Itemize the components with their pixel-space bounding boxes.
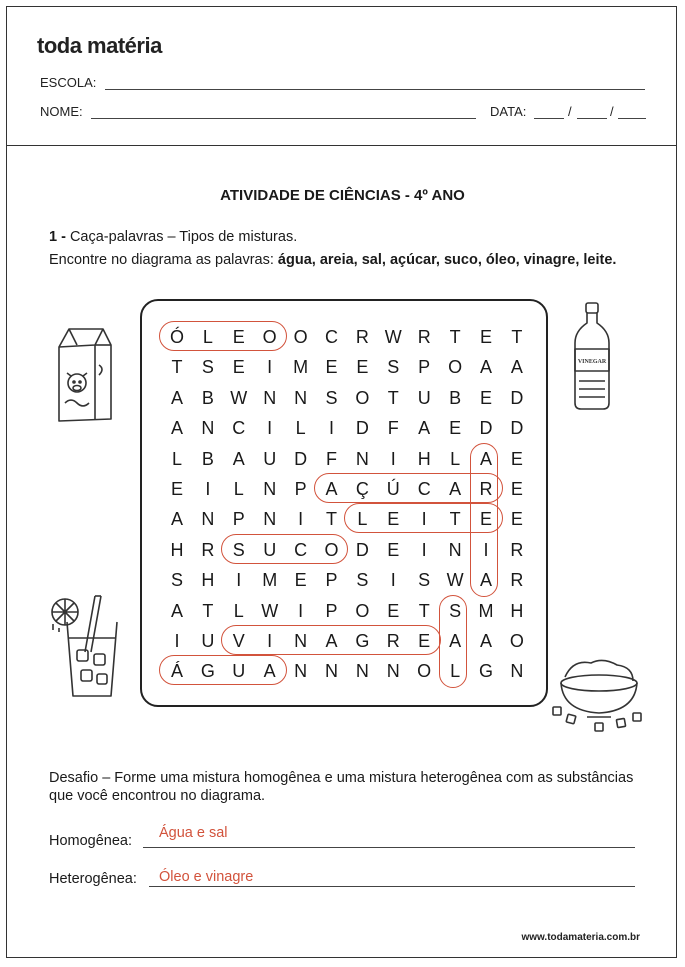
grid-letter[interactable]: E: [232, 327, 245, 347]
grid-letter[interactable]: A: [325, 479, 338, 499]
grid-letter[interactable]: N: [201, 509, 215, 530]
name-line[interactable]: [91, 118, 476, 119]
grid-letter[interactable]: L: [357, 509, 368, 530]
grid-letter[interactable]: T: [171, 357, 183, 378]
question-text: Caça-palavras – Tipos de misturas.: [69, 229, 298, 245]
grid-letter[interactable]: E: [479, 509, 492, 530]
logo: toda matéria: [37, 33, 162, 58]
grid-letter[interactable]: C: [294, 539, 308, 560]
word-highlight-água: [159, 655, 287, 685]
date-month-line[interactable]: [577, 118, 607, 119]
grid-letter[interactable]: D: [510, 418, 524, 439]
date-label: DATA:: [490, 104, 527, 119]
grid-letter[interactable]: I: [483, 539, 489, 560]
grid-letter[interactable]: I: [421, 509, 427, 530]
grid-letter[interactable]: L: [450, 448, 461, 469]
grid-letter[interactable]: T: [511, 327, 523, 347]
grid-letter[interactable]: R: [417, 327, 431, 347]
grid-letter[interactable]: A: [170, 509, 183, 530]
grid-letter[interactable]: H: [510, 600, 524, 621]
grid-letter[interactable]: O: [355, 387, 370, 408]
challenge-text: Desafio – Forme uma mistura homogênea e uma mistura heterogênea com as substâncias que você encontrou no diagrama.: [49, 770, 634, 804]
grid-letter[interactable]: D: [355, 418, 369, 439]
grid-letter[interactable]: N: [355, 448, 369, 469]
grid-letter[interactable]: S: [170, 570, 183, 591]
header-divider: [7, 145, 676, 146]
grid-letter[interactable]: E: [387, 539, 400, 560]
instruction-text: Encontre no diagrama as palavras:: [49, 252, 274, 268]
grid-letter[interactable]: A: [232, 448, 245, 469]
grid-letter[interactable]: O: [324, 539, 339, 560]
sugar-bowl-icon: [547, 655, 647, 735]
grid-letter[interactable]: L: [233, 600, 244, 621]
grid-letter[interactable]: O: [509, 631, 524, 651]
grid-letter[interactable]: E: [387, 600, 400, 621]
grid-letter[interactable]: O: [448, 357, 463, 378]
grid-letter[interactable]: R: [510, 539, 524, 560]
grid-letter[interactable]: I: [267, 418, 273, 439]
grid-letter[interactable]: E: [325, 357, 338, 378]
grid-letter[interactable]: S: [418, 570, 431, 591]
grid-letter[interactable]: S: [201, 357, 214, 378]
grid-letter[interactable]: A: [325, 631, 338, 651]
grid-letter[interactable]: I: [298, 600, 304, 621]
grid-letter[interactable]: P: [418, 357, 431, 378]
grid-letter[interactable]: R: [355, 327, 369, 347]
grid-letter[interactable]: A: [418, 418, 431, 439]
homogeneous-line[interactable]: [143, 847, 635, 848]
footer-site: www.todamateria.com.br: [521, 932, 640, 943]
heterogeneous-answer[interactable]: Óleo e vinagre: [159, 869, 254, 885]
vinegar-label: VINEGAR: [577, 359, 607, 365]
homogeneous-label: Homogênea:: [49, 833, 133, 849]
grid-letter[interactable]: A: [170, 387, 183, 408]
grid-letter[interactable]: G: [355, 631, 370, 651]
grid-letter[interactable]: H: [170, 539, 184, 560]
grid-letter[interactable]: F: [387, 418, 399, 439]
grid-letter[interactable]: E: [232, 357, 245, 378]
grid-letter[interactable]: C: [417, 479, 431, 499]
grid-letter[interactable]: W: [446, 570, 464, 591]
grid-letter[interactable]: N: [294, 387, 308, 408]
grid-letter[interactable]: T: [202, 600, 214, 621]
page-title: ATIVIDADE DE CIÊNCIAS - 4º ANO: [220, 187, 465, 204]
name-label: NOME:: [40, 104, 83, 119]
grid-letter[interactable]: C: [325, 327, 338, 347]
grid-letter[interactable]: W: [230, 387, 248, 408]
grid-letter[interactable]: I: [421, 539, 427, 560]
question-number: 1 -: [49, 229, 66, 245]
grid-letter[interactable]: A: [479, 570, 492, 591]
grid-letter[interactable]: F: [326, 448, 337, 469]
grid-letter[interactable]: T: [418, 600, 430, 621]
grid-letter[interactable]: Ú: [386, 479, 400, 499]
grid-letter[interactable]: T: [449, 509, 461, 530]
grid-letter[interactable]: P: [294, 479, 307, 499]
grid-letter[interactable]: S: [232, 539, 245, 560]
grid-letter[interactable]: M: [262, 570, 278, 591]
grid-letter[interactable]: S: [449, 600, 462, 621]
grid-letter[interactable]: L: [202, 327, 213, 347]
grid-letter[interactable]: D: [355, 539, 369, 560]
grid-letter[interactable]: N: [263, 479, 277, 499]
grid-letter[interactable]: N: [355, 661, 369, 682]
word-highlight-areia: [470, 443, 498, 597]
grid-letter[interactable]: I: [174, 631, 180, 651]
grid-letter[interactable]: R: [201, 539, 215, 560]
date-year-line[interactable]: [618, 118, 646, 119]
worksheet: [6, 6, 677, 958]
grid-letter[interactable]: R: [479, 479, 493, 499]
grid-letter[interactable]: A: [263, 661, 276, 682]
grid-letter[interactable]: H: [417, 448, 431, 469]
word-highlight-vinagre: [221, 625, 441, 655]
word-highlight-suco: [221, 534, 349, 564]
juice-glass-icon: [45, 592, 125, 702]
grid-letter[interactable]: P: [232, 509, 245, 530]
grid-letter[interactable]: L: [450, 661, 461, 682]
grid-letter[interactable]: E: [294, 570, 307, 591]
grid-letter[interactable]: A: [479, 631, 492, 651]
heterogeneous-line[interactable]: [149, 886, 635, 887]
grid-letter[interactable]: T: [387, 387, 399, 408]
grid-letter[interactable]: Á: [170, 661, 183, 682]
grid-letter[interactable]: B: [449, 387, 462, 408]
grid-letter[interactable]: M: [478, 600, 494, 621]
grid-letter[interactable]: I: [205, 479, 211, 499]
grid-letter[interactable]: N: [294, 661, 308, 682]
grid-letter[interactable]: A: [479, 448, 492, 469]
grid-letter[interactable]: V: [232, 631, 245, 651]
grid-letter[interactable]: S: [387, 357, 400, 378]
grid-letter[interactable]: W: [261, 600, 279, 621]
school-line[interactable]: [105, 89, 645, 90]
grid-letter[interactable]: E: [449, 418, 462, 439]
grid-letter[interactable]: I: [390, 448, 396, 469]
grid-letter[interactable]: U: [201, 631, 215, 651]
grid-letter[interactable]: T: [449, 327, 461, 347]
grid-letter[interactable]: A: [170, 418, 183, 439]
grid-letter[interactable]: N: [263, 387, 277, 408]
date-separator: /: [568, 104, 572, 119]
grid-letter[interactable]: E: [418, 631, 431, 651]
grid-letter[interactable]: S: [356, 570, 369, 591]
grid-letter[interactable]: A: [479, 357, 492, 378]
grid-letter[interactable]: U: [417, 387, 431, 408]
grid-letter[interactable]: W: [384, 327, 402, 347]
grid-letter[interactable]: R: [510, 570, 524, 591]
homogeneous-answer[interactable]: Água e sal: [159, 825, 228, 841]
grid-letter[interactable]: A: [170, 600, 183, 621]
grid-letter[interactable]: H: [201, 570, 215, 591]
grid-letter[interactable]: I: [328, 418, 334, 439]
grid-letter[interactable]: L: [295, 418, 306, 439]
grid-letter[interactable]: R: [386, 631, 400, 651]
grid-letter[interactable]: B: [201, 387, 214, 408]
question-heading: [49, 229, 297, 245]
grid-letter[interactable]: O: [293, 327, 308, 347]
grid-letter[interactable]: I: [267, 631, 273, 651]
grid-letter[interactable]: A: [449, 479, 462, 499]
word-highlight-sal: [439, 595, 467, 688]
date-separator: /: [610, 104, 614, 119]
grid-letter[interactable]: P: [325, 600, 338, 621]
grid-letter[interactable]: G: [200, 661, 215, 682]
grid-letter[interactable]: E: [479, 387, 492, 408]
school-label: ESCOLA:: [40, 75, 97, 90]
grid-letter[interactable]: E: [170, 479, 183, 499]
grid-letter[interactable]: M: [293, 357, 309, 378]
grid-letter[interactable]: U: [263, 448, 277, 469]
grid-letter[interactable]: O: [262, 327, 277, 347]
grid-letter[interactable]: C: [232, 418, 246, 439]
grid-letter[interactable]: D: [479, 418, 493, 439]
grid-letter[interactable]: P: [325, 570, 338, 591]
grid-letter[interactable]: O: [355, 600, 370, 621]
grid-letter[interactable]: E: [510, 509, 523, 530]
word-list: água, areia, sal, açúcar, suco, óleo, vinagre, leite.: [277, 252, 617, 268]
heterogeneous-label: Heterogênea:: [49, 871, 137, 887]
grid-letter[interactable]: N: [201, 418, 215, 439]
grid-letter[interactable]: D: [510, 387, 524, 408]
word-highlight-óleo: [159, 321, 287, 351]
grid-letter[interactable]: N: [386, 661, 400, 682]
grid-letter[interactable]: B: [201, 448, 214, 469]
grid-letter[interactable]: Ç: [355, 479, 369, 499]
grid-letter[interactable]: T: [326, 509, 337, 530]
grid-letter[interactable]: S: [325, 387, 338, 408]
grid-letter[interactable]: E: [510, 479, 523, 499]
grid-letter[interactable]: L: [233, 479, 244, 499]
grid-letter[interactable]: N: [510, 661, 524, 682]
grid-letter[interactable]: U: [263, 539, 277, 560]
grid-letter[interactable]: L: [171, 448, 182, 469]
grid-letter[interactable]: I: [298, 509, 304, 530]
grid-letter[interactable]: G: [478, 661, 493, 682]
grid-letter[interactable]: I: [390, 570, 396, 591]
grid-letter[interactable]: N: [325, 661, 338, 682]
grid-letter[interactable]: A: [449, 631, 462, 651]
grid-letter[interactable]: E: [387, 509, 400, 530]
grid-letter[interactable]: E: [356, 357, 369, 378]
grid-letter[interactable]: N: [263, 509, 277, 530]
grid-letter[interactable]: A: [510, 357, 523, 378]
grid-letter[interactable]: E: [479, 327, 492, 347]
vinegar-bottle-icon: [567, 301, 617, 413]
grid-letter[interactable]: N: [294, 631, 308, 651]
grid-letter[interactable]: O: [417, 661, 432, 682]
milk-carton-icon: [47, 325, 117, 425]
date-day-line[interactable]: [534, 118, 564, 119]
grid-letter[interactable]: D: [294, 448, 308, 469]
grid-letter[interactable]: I: [267, 357, 273, 378]
grid-letter[interactable]: E: [510, 448, 523, 469]
question-instruction: [49, 251, 629, 269]
grid-letter[interactable]: N: [448, 539, 462, 560]
grid-letter[interactable]: U: [232, 661, 246, 682]
grid-letter[interactable]: Ó: [169, 327, 184, 347]
grid-letter[interactable]: I: [236, 570, 242, 591]
